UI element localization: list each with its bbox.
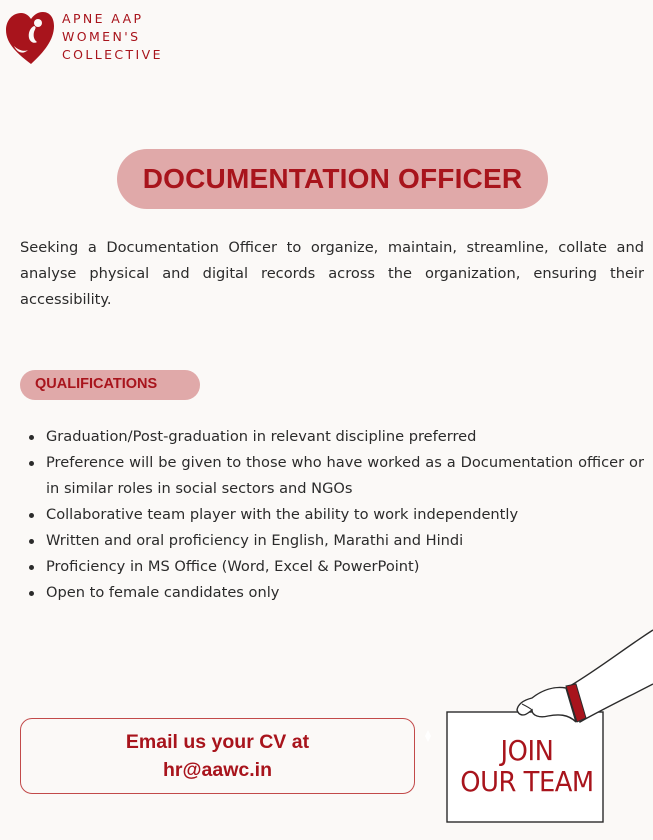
list-item: Open to female candidates only [28, 580, 644, 606]
logo-line-2: WOMEN'S [62, 29, 141, 44]
page-title: DOCUMENTATION OFFICER [142, 163, 523, 194]
list-item: Proficiency in MS Office (Word, Excel & PowerPoint) [28, 554, 644, 580]
hand-holding-sign-illustration [420, 600, 653, 840]
list-item: Preference will be given to those who have worked as a Documentation officer or in similar roles in social sectors and NGOs [28, 450, 644, 502]
logo-line-1: APNE AAP [62, 11, 144, 26]
qualifications-heading: QUALIFICATIONS [35, 376, 158, 392]
sign-line-1: JOIN [500, 734, 554, 767]
mother-child-heart-icon [4, 6, 58, 68]
list-item: Graduation/Post-graduation in relevant discipline preferred [28, 424, 644, 450]
intro-paragraph: Seeking a Documentation Officer to organize, maintain, streamline, collate and analyse physical and digital records across the organization, ensuring their accessibility. [20, 239, 644, 308]
qualifications-list [28, 424, 644, 606]
email-cta-box [20, 718, 415, 794]
title-pill [117, 149, 548, 209]
sign-line-2: OUR TEAM [460, 765, 594, 798]
list-item: Collaborative team player with the ability to work independently [28, 502, 644, 528]
list-item: Written and oral proficiency in English, Marathi and Hindi [28, 528, 644, 554]
email-cta-line-1: Email us your CV at [125, 731, 310, 753]
logo-line-3: COLLECTIVE [62, 47, 163, 62]
join-our-team-sign [455, 735, 599, 797]
qualifications-pill [20, 370, 200, 400]
email-address[interactable]: hr@aawc.in [163, 759, 272, 781]
logo [4, 6, 174, 68]
